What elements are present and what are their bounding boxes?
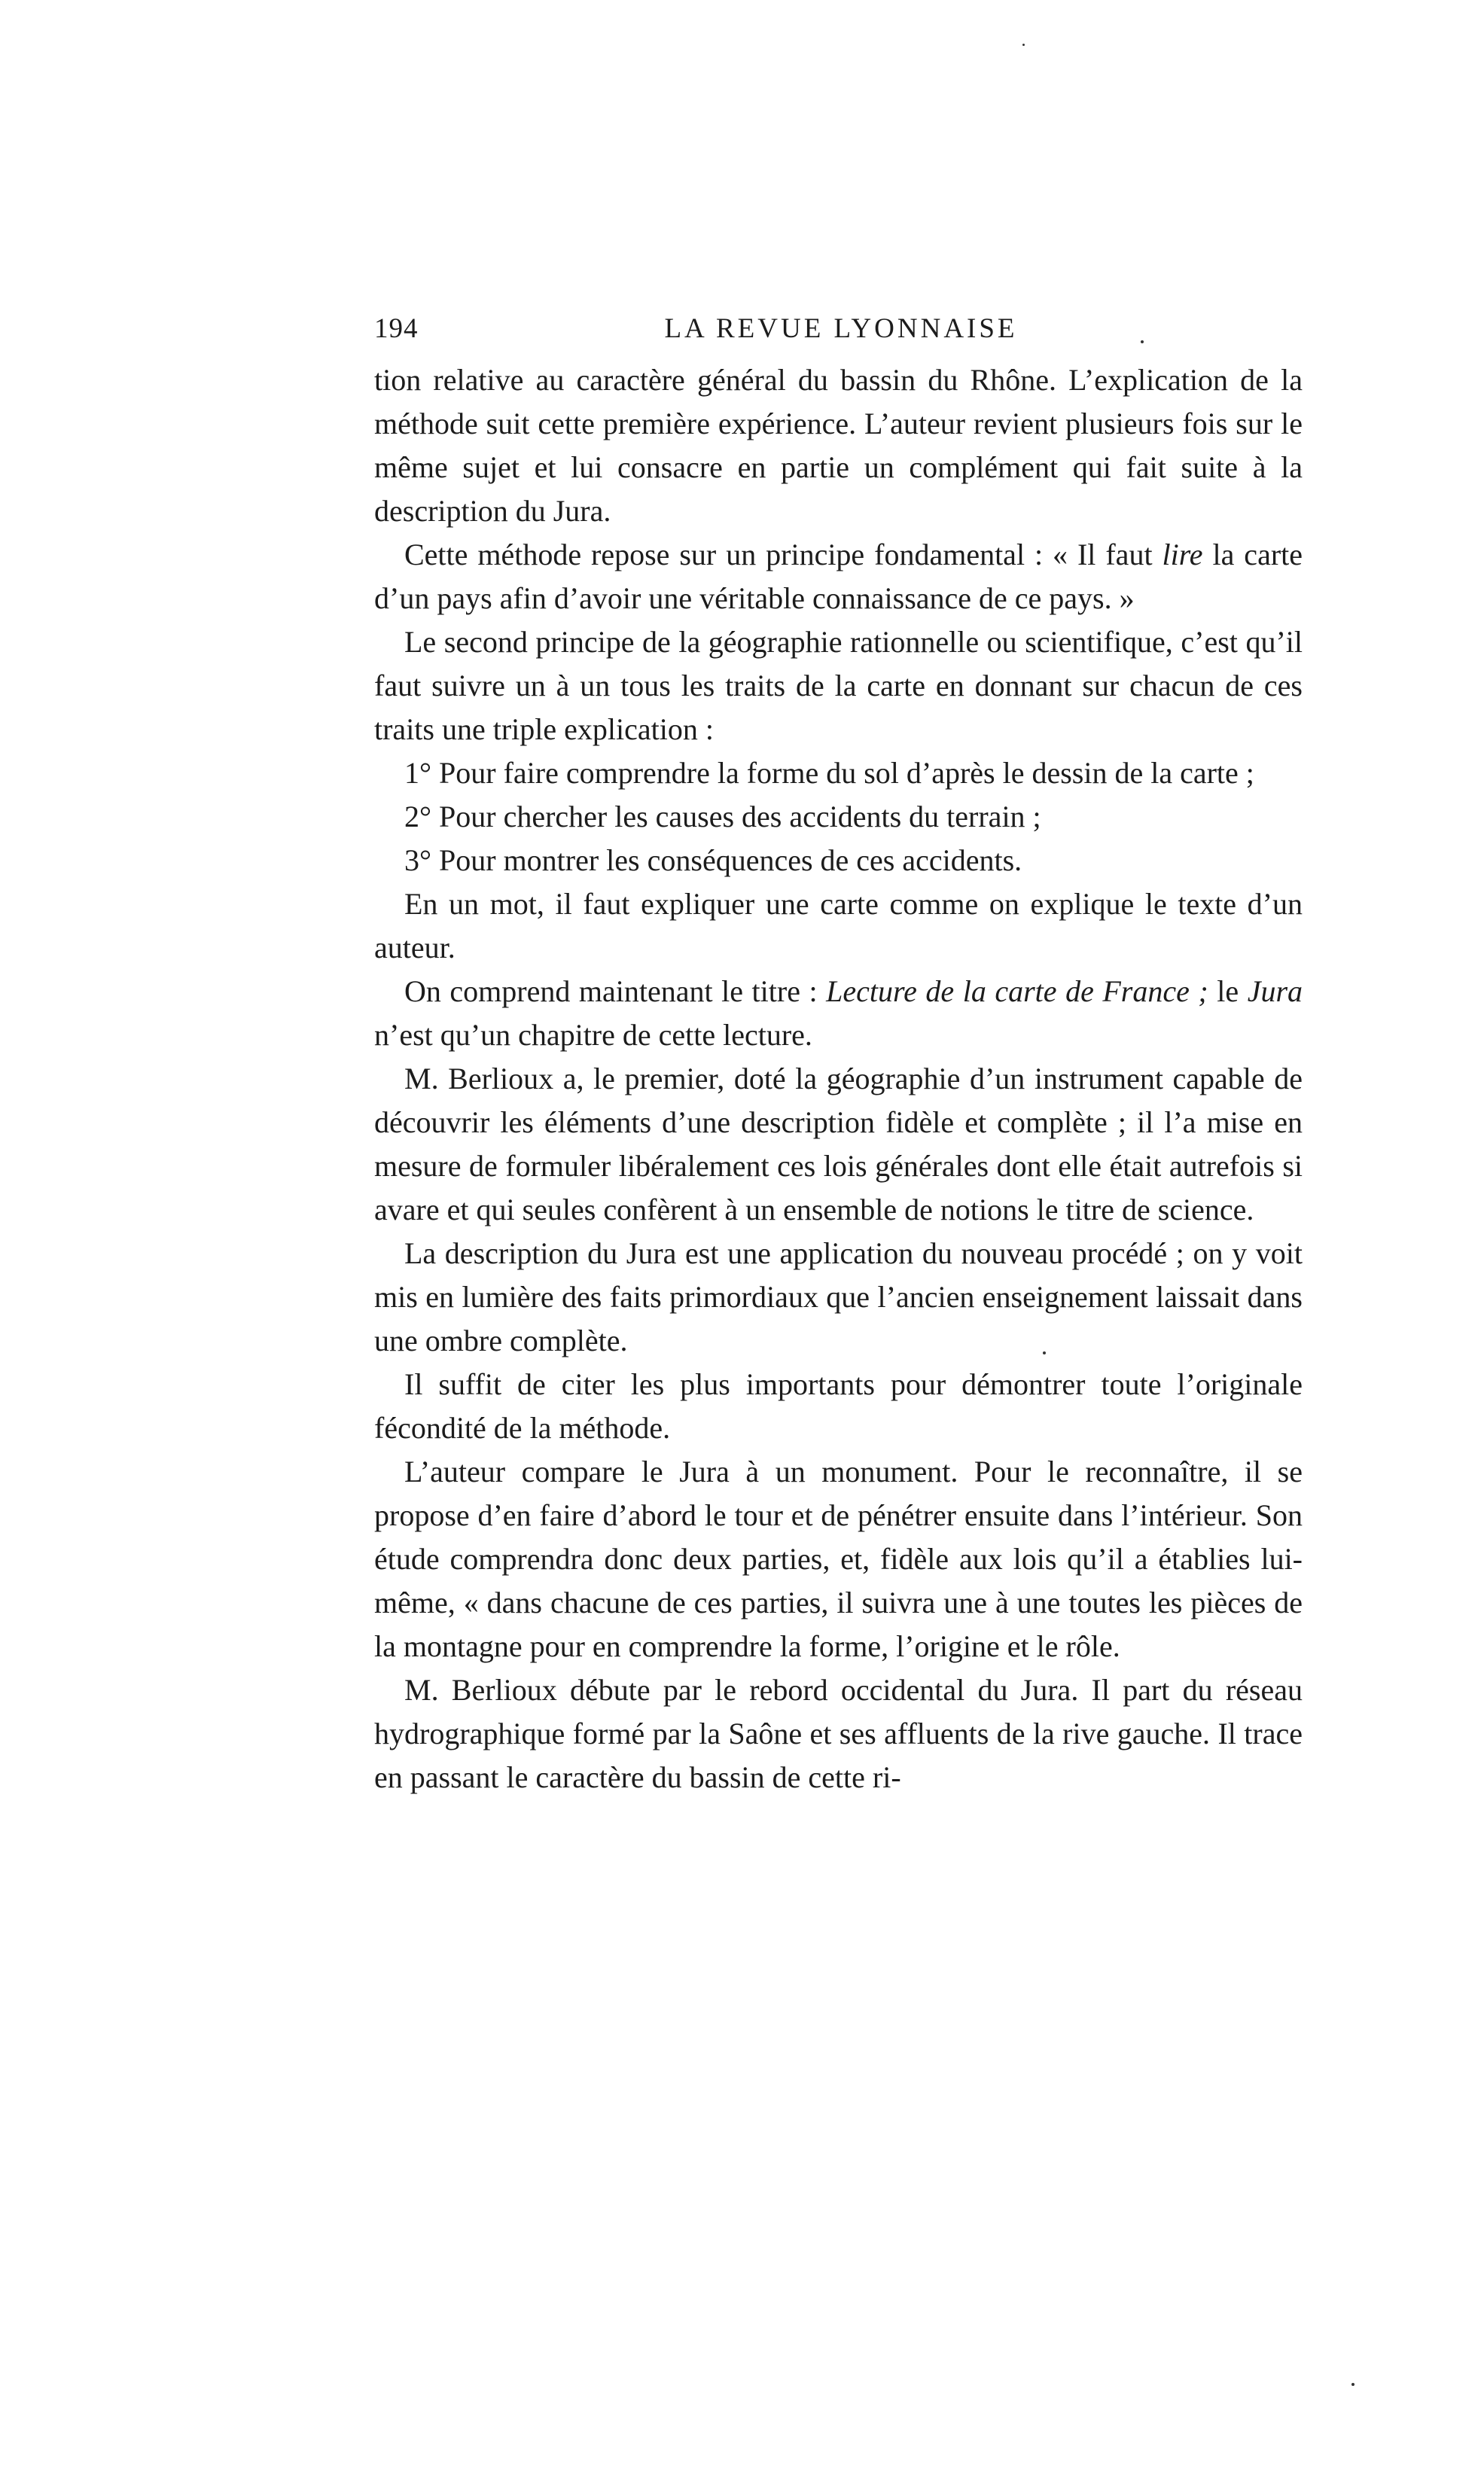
text-segment: la carte d’un pays afin d’avoir une véritable connaissance de ce pays. »	[374, 538, 1303, 615]
text-segment: tion relative au caractère général du bassin du Rhône. L’explication de la méthode suit cette première expérience. L’auteur revient plusieurs fois sur le même sujet et lui consacre en partie un complément qui fait suite à la description du Jura.	[374, 363, 1303, 528]
scan-speck	[1351, 2383, 1354, 2386]
paragraph	[374, 795, 1303, 839]
text-segment: n’est qu’un chapitre de cette lecture.	[374, 1018, 812, 1052]
text-segment: M. Berlioux a, le premier, doté la géographie d’un instrument capable de découvrir les éléments d’une description fidèle et complète ; il l’a mise en mesure de formuler libéralement ces lois générales dont elle était autrefois si avare et qui seules confèrent à un ensemble de notions le titre de science.	[374, 1062, 1303, 1226]
paragraph	[374, 839, 1303, 882]
text-segment: 2° Pour chercher les causes des accidents du terrain ;	[404, 800, 1041, 833]
paragraph	[374, 882, 1303, 970]
page-header	[374, 312, 1308, 358]
paragraph	[374, 533, 1303, 620]
running-title: LA REVUE LYONNAISE	[664, 313, 1018, 344]
italic-text: Jura	[1247, 974, 1303, 1008]
text-body	[374, 358, 1303, 1799]
scan-speck	[1141, 340, 1144, 343]
italic-text: lire	[1162, 538, 1203, 571]
text-segment: Le second principe de la géographie rationnelle ou scientifique, c’est qu’il faut suivre un à un tous les traits de la carte en donnant sur chacun de ces traits une triple explication :	[374, 625, 1303, 746]
text-segment: M. Berlioux débute par le rebord occidental du Jura. Il part du réseau hydrographique formé par la Saône et ses affluents de la rive gauche. Il trace en passant le caractère du bassin de cette ri-	[374, 1673, 1303, 1794]
text-segment: En un mot, il faut expliquer une carte comme on explique le texte d’un auteur.	[374, 887, 1303, 964]
paragraph	[374, 1668, 1303, 1799]
paragraph	[374, 1057, 1303, 1232]
scan-speck	[1043, 1351, 1046, 1354]
paragraph	[374, 358, 1303, 533]
paragraph	[374, 1450, 1303, 1668]
text-segment: Il suffit de citer les plus importants pour démontrer toute l’originale fécondité de la méthode.	[374, 1367, 1303, 1445]
text-segment: La description du Jura est une application du nouveau procédé ; on y voit mis en lumière des faits primordiaux que l’ancien enseignement laissait dans une ombre complète.	[374, 1236, 1303, 1357]
text-segment: le	[1208, 974, 1248, 1008]
text-segment: 3° Pour montrer les conséquences de ces accidents.	[404, 843, 1022, 877]
text-segment: On comprend maintenant le titre :	[404, 974, 827, 1008]
text-segment: 1° Pour faire comprendre la forme du sol d’après le dessin de la carte ;	[404, 756, 1254, 790]
scan-speck	[1022, 44, 1025, 46]
text-segment: Cette méthode repose sur un principe fondamental : « Il faut	[404, 538, 1163, 571]
paragraph	[374, 1363, 1303, 1450]
page-number: 194	[374, 313, 419, 344]
italic-text: Lecture de la carte de France ;	[826, 974, 1208, 1008]
paragraph	[374, 1232, 1303, 1363]
paragraph	[374, 751, 1303, 795]
paragraph	[374, 620, 1303, 751]
paragraph	[374, 970, 1303, 1057]
text-segment: L’auteur compare le Jura à un monument. Pour le reconnaître, il se propose d’en faire d’abord le tour et de pénétrer ensuite dans l’intérieur. Son étude comprendra donc deux parties, et, fidèle aux lois qu’il a établies lui-même, « dans chacune de ces parties, il suivra une à une toutes les pièces de la montagne pour en comprendre la forme, l’origine et le rôle.	[374, 1455, 1303, 1663]
